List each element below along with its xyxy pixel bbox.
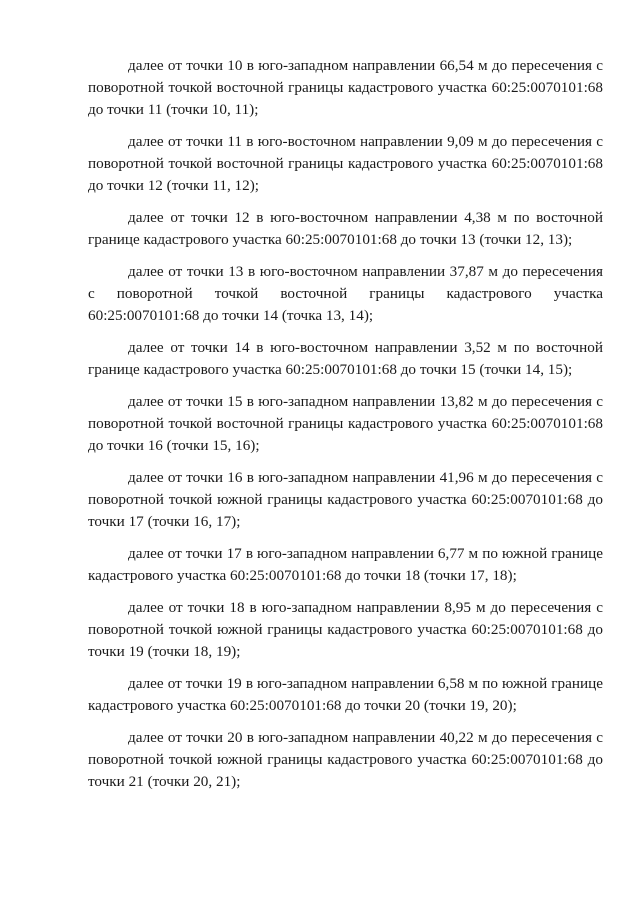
- paragraph-segment-10-11: далее от точки 10 в юго-западном направлении 66,54 м до пересечения с поворотной точкой восточной границы кадастрового участка 60:25:0070101:68 до точки 11 (точки 10, 11);: [88, 57, 603, 118]
- paragraph-segment-16-17: далее от точки 16 в юго-западном направлении 41,96 м до пересечения с поворотной точкой южной границы кадастрового участка 60:25:0070101:68 до точки 17 (точки 16, 17);: [88, 469, 603, 530]
- paragraph-segment-18-19: далее от точки 18 в юго-западном направлении 8,95 м до пересечения с поворотной точкой южной границы кадастрового участка 60:25:0070101:68 до точки 19 (точки 18, 19);: [88, 599, 603, 660]
- document-body: [88, 55, 603, 803]
- paragraph-segment-15-16: далее от точки 15 в юго-западном направлении 13,82 м до пересечения с поворотной точкой восточной границы кадастрового участка 60:25:0070101:68 до точки 16 (точки 15, 16);: [88, 393, 603, 454]
- paragraph-segment-17-18: далее от точки 17 в юго-западном направлении 6,77 м по южной границе кадастрового участка 60:25:0070101:68 до точки 18 (точки 17, 18);: [88, 545, 603, 584]
- paragraph-segment-19-20: далее от точки 19 в юго-западном направлении 6,58 м по южной границе кадастрового участка 60:25:0070101:68 до точки 20 (точки 19, 20);: [88, 675, 603, 714]
- paragraph-segment-12-13: далее от точки 12 в юго-восточном направлении 4,38 м по восточной границе кадастрового участка 60:25:0070101:68 до точки 13 (точки 12, 13);: [88, 209, 603, 248]
- paragraph-segment-14-15: далее от точки 14 в юго-восточном направлении 3,52 м по восточной границе кадастрового участка 60:25:0070101:68 до точки 15 (точки 14, 15);: [88, 339, 603, 378]
- paragraph-segment-11-12: далее от точки 11 в юго-восточном направлении 9,09 м до пересечения с поворотной точкой восточной границы кадастрового участка 60:25:0070101:68 до точки 12 (точки 11, 12);: [88, 133, 603, 194]
- paragraph-segment-20-21: далее от точки 20 в юго-западном направлении 40,22 м до пересечения с поворотной точкой южной границы кадастрового участка 60:25:0070101:68 до точки 21 (точки 20, 21);: [88, 729, 603, 790]
- paragraph-segment-13-14: далее от точки 13 в юго-восточном направлении 37,87 м до пересечения с поворотной точкой восточной границы кадастрового участка 60:25:0070101:68 до точки 14 (точка 13, 14);: [88, 263, 603, 324]
